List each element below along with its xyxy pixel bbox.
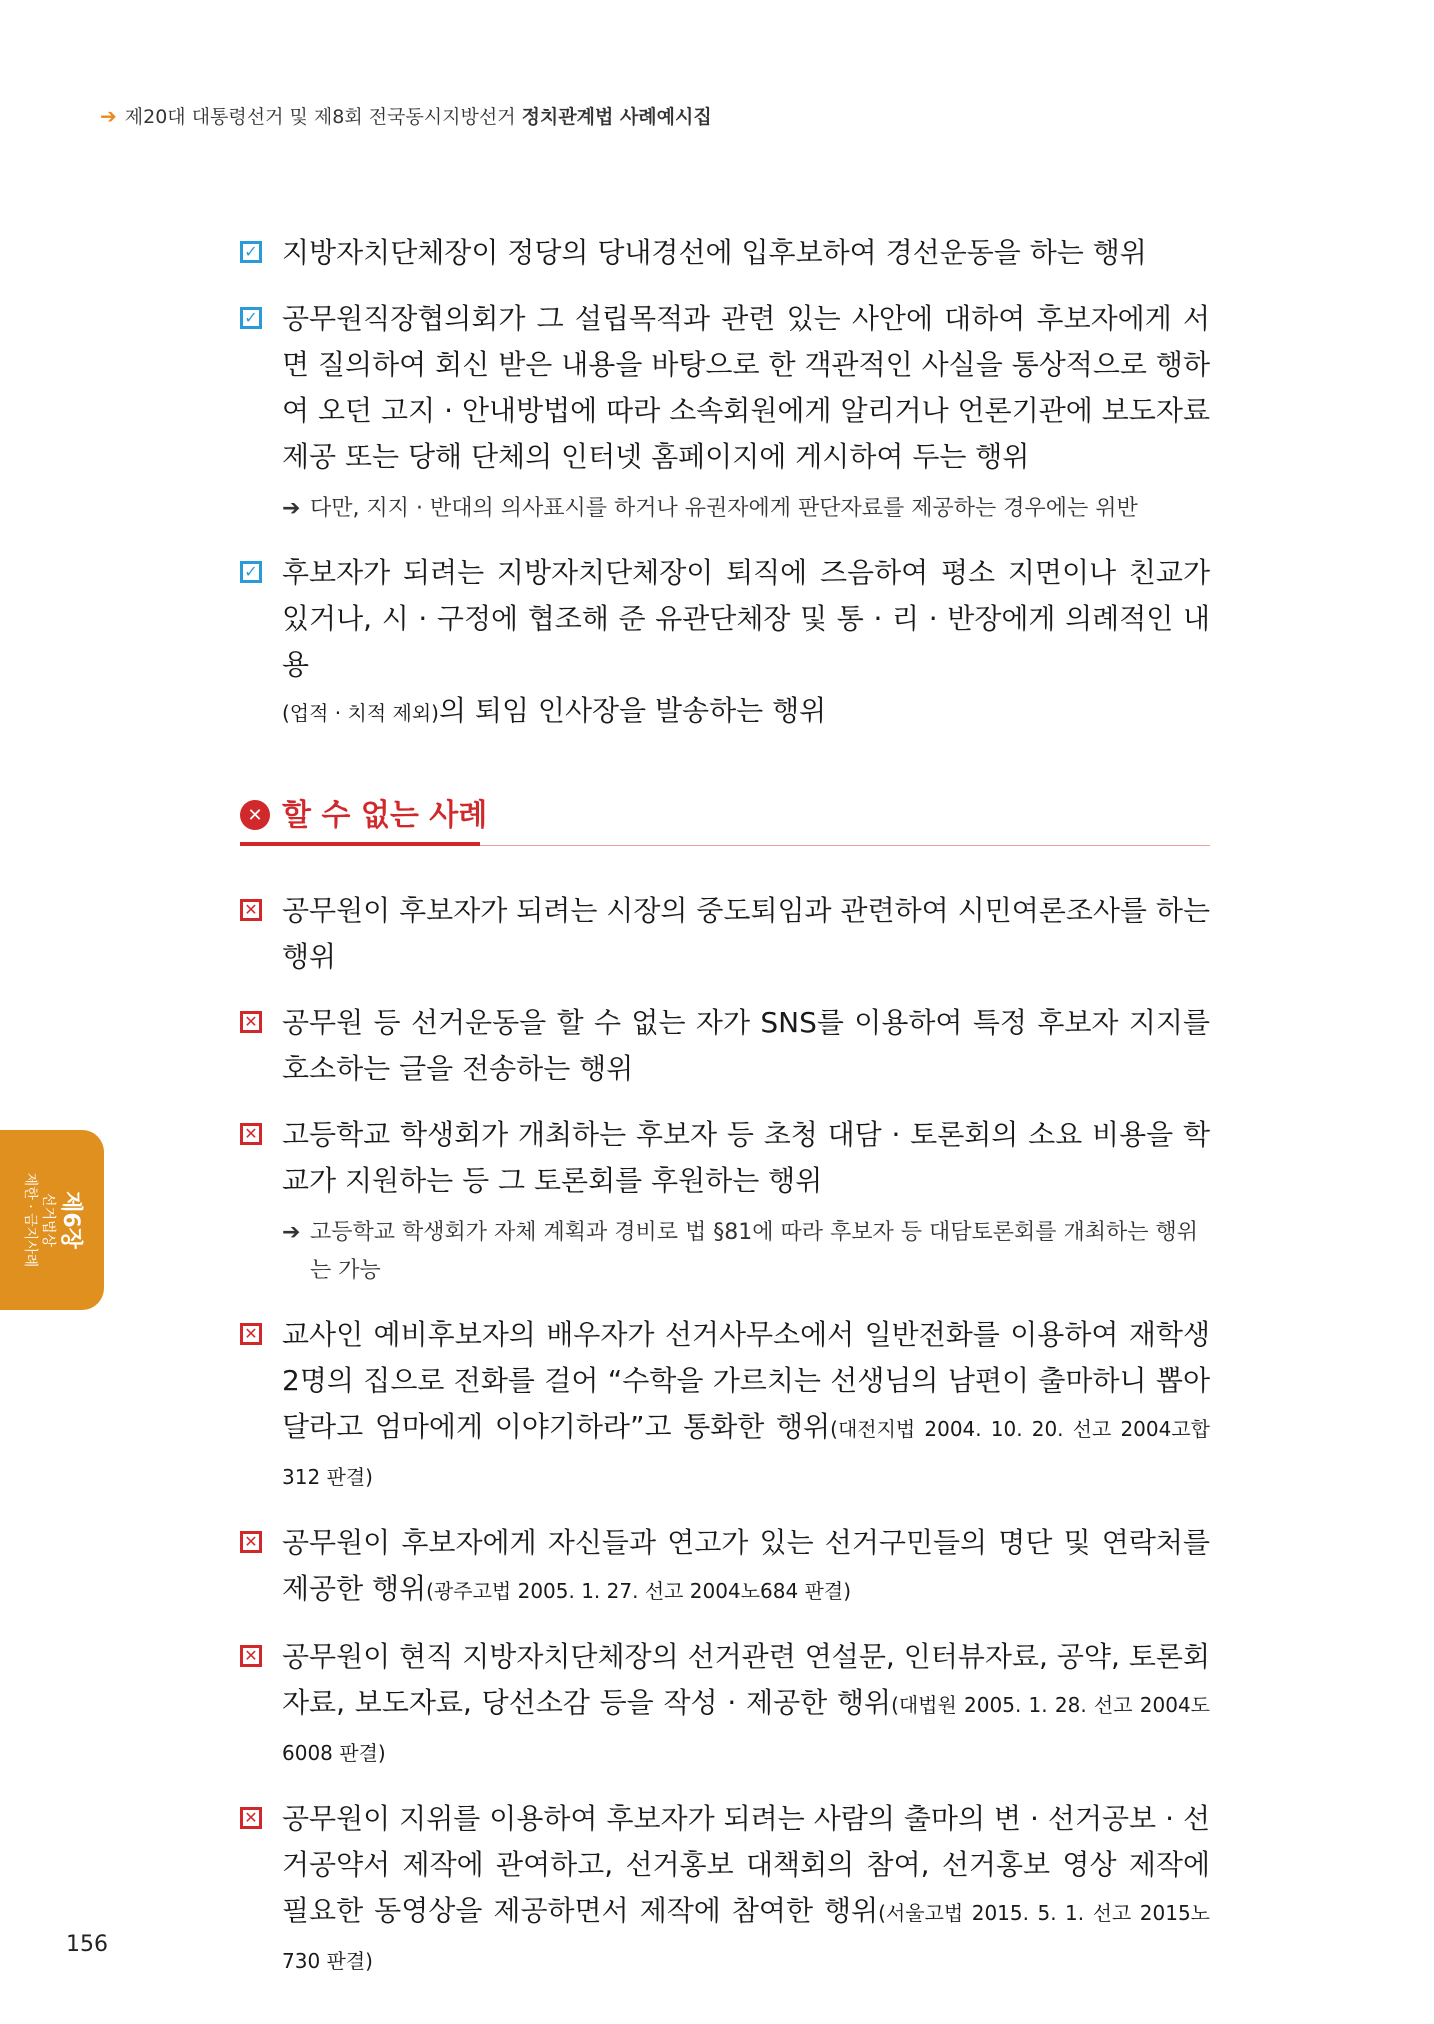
checkbox-cross-icon: ✕ — [240, 1645, 262, 1667]
item-text — [282, 1312, 1210, 1500]
item-small-text: (업적 · 치적 제외) — [282, 701, 439, 725]
item-text — [282, 550, 1210, 736]
section-heading — [240, 794, 1210, 846]
item-text: 공무원이 후보자가 되려는 시장의 중도퇴임과 관련하여 시민여론조사를 하는 행위 — [282, 894, 1210, 973]
item-tail-text: 의 퇴임 인사장을 발송하는 행위 — [438, 694, 827, 727]
item-citation: (광주고법 2005. 1. 27. 선고 2004노684 판결) — [426, 1579, 852, 1603]
item-text — [282, 1796, 1210, 1984]
section-underline — [240, 842, 480, 846]
section-title: 할 수 없는 사례 — [282, 798, 488, 833]
chapter-subtitle-2: 제한 · 금지사례 — [22, 1172, 38, 1268]
prohibited-icon: ✕ — [240, 800, 270, 830]
item-main-text: 공무원이 현직 지방자치단체장의 선거관련 연설문, 인터뷰자료, 공약, 토론회 자료, 보도자료, 당선소감 등을 작성 · 제공한 행위 — [282, 1640, 1210, 1719]
chapter-side-tab — [0, 1130, 104, 1310]
item-text — [282, 1520, 1210, 1614]
page-number: 156 — [66, 1932, 108, 1957]
item-text: 지방자치단체장이 정당의 당내경선에 입후보하여 경선운동을 하는 행위 — [282, 236, 1147, 269]
item-citation: (대법원 2005. 1. 28. 선고 2004도6008 판결) — [282, 1693, 1210, 1765]
checkbox-cross-icon: ✕ — [240, 1123, 262, 1145]
list-item — [240, 1000, 1210, 1092]
item-text: 공무원직장협의회가 그 설립목적과 관련 있는 사안에 대하여 후보자에게 서면 질의하여 회신 받은 내용을 바탕으로 한 객관적인 사실을 통상적으로 행하여 오던 고지 · 안내방법에 따라 소속회원에게 알리거나 언론기관에 보도자료 제공 또는 당해 단체의 인터넷 홈페이지에 게시하여 두는 행위 — [282, 302, 1210, 473]
item-text: 공무원 등 선거운동을 할 수 없는 자가 SNS를 이용하여 특정 후보자 지지를 호소하는 글을 전송하는 행위 — [282, 1006, 1210, 1085]
item-main-text: 교사인 예비후보자의 배우자가 선거사무소에서 일반전화를 이용하여 재학생 2명의 집으로 전화를 걸어 “수학을 가르치는 선생님의 남편이 출마하니 뽑아달라고 엄마에게 이야기하라”고 통화한 행위 — [282, 1318, 1210, 1443]
item-main-text: 공무원이 지위를 이용하여 후보자가 되려는 사람의 출마의 변 · 선거공보 · 선거공약서 제작에 관여하고, 선거홍보 대책회의 참여, 선거홍보 영상 제작에 필요한 동영상을 제공하면서 제작에 참여한 행위 — [282, 1802, 1210, 1927]
checkbox-cross-icon: ✕ — [240, 1807, 262, 1829]
checkbox-checked-icon: ✓ — [240, 307, 262, 329]
list-item — [240, 1520, 1210, 1614]
chapter-tab-label — [21, 1173, 83, 1268]
arrow-icon: ➔ — [282, 1220, 301, 1245]
list-item — [240, 1796, 1210, 1984]
item-citation: (대전지법 2004. 10. 20. 선고 2004고합312 판결) — [282, 1417, 1210, 1489]
list-item — [240, 296, 1210, 480]
chapter-subtitle-1: 선거법상 — [40, 1192, 56, 1248]
note — [240, 1214, 1210, 1290]
list-item — [240, 1312, 1210, 1500]
arrow-icon: ➔ — [100, 103, 117, 128]
checkbox-cross-icon: ✕ — [240, 899, 262, 921]
note-text: 다만, 지지 · 반대의 의사표시를 하거나 유권자에게 판단자료를 제공하는 경우에는 위반 — [310, 496, 1138, 521]
checkbox-cross-icon: ✕ — [240, 1531, 262, 1553]
chapter-number: 제6장 — [58, 1191, 83, 1249]
arrow-icon: ➔ — [282, 496, 301, 521]
running-header — [100, 102, 712, 129]
note — [240, 490, 1210, 528]
header-title: 정치관계법 사례예시집 — [521, 106, 712, 128]
checkbox-checked-icon: ✓ — [240, 241, 262, 263]
list-item — [240, 1634, 1210, 1776]
item-text — [282, 1634, 1210, 1776]
item-citation: (서울고법 2015. 5. 1. 선고 2015노730 판결) — [282, 1901, 1210, 1973]
item-text: 고등학교 학생회가 개최하는 후보자 등 초청 대담 · 토론회의 소요 비용을 학교가 지원하는 등 그 토론회를 후원하는 행위 — [282, 1118, 1210, 1197]
checkbox-cross-icon: ✕ — [240, 1323, 262, 1345]
checkbox-checked-icon: ✓ — [240, 561, 262, 583]
allowed-list — [240, 230, 1210, 2004]
header-prefix: 제20대 대통령선거 및 제8회 전국동시지방선거 — [124, 106, 516, 128]
checkbox-cross-icon: ✕ — [240, 1011, 262, 1033]
list-item — [240, 888, 1210, 980]
item-main-text: 공무원이 후보자에게 자신들과 연고가 있는 선거구민들의 명단 및 연락처를 제공한 행위 — [282, 1526, 1210, 1605]
item-main-text: 후보자가 되려는 지방자치단체장이 퇴직에 즈음하여 평소 지면이나 친교가 있거나, 시 · 구정에 협조해 준 유관단체장 및 통 · 리 · 반장에게 의례적인 내용 — [282, 556, 1210, 681]
list-item — [240, 550, 1210, 736]
list-item — [240, 230, 1210, 276]
note-text: 고등학교 학생회가 자체 계획과 경비로 법 §81에 따라 후보자 등 대담토론회를 개최하는 행위는 가능 — [310, 1220, 1198, 1283]
list-item — [240, 1112, 1210, 1204]
